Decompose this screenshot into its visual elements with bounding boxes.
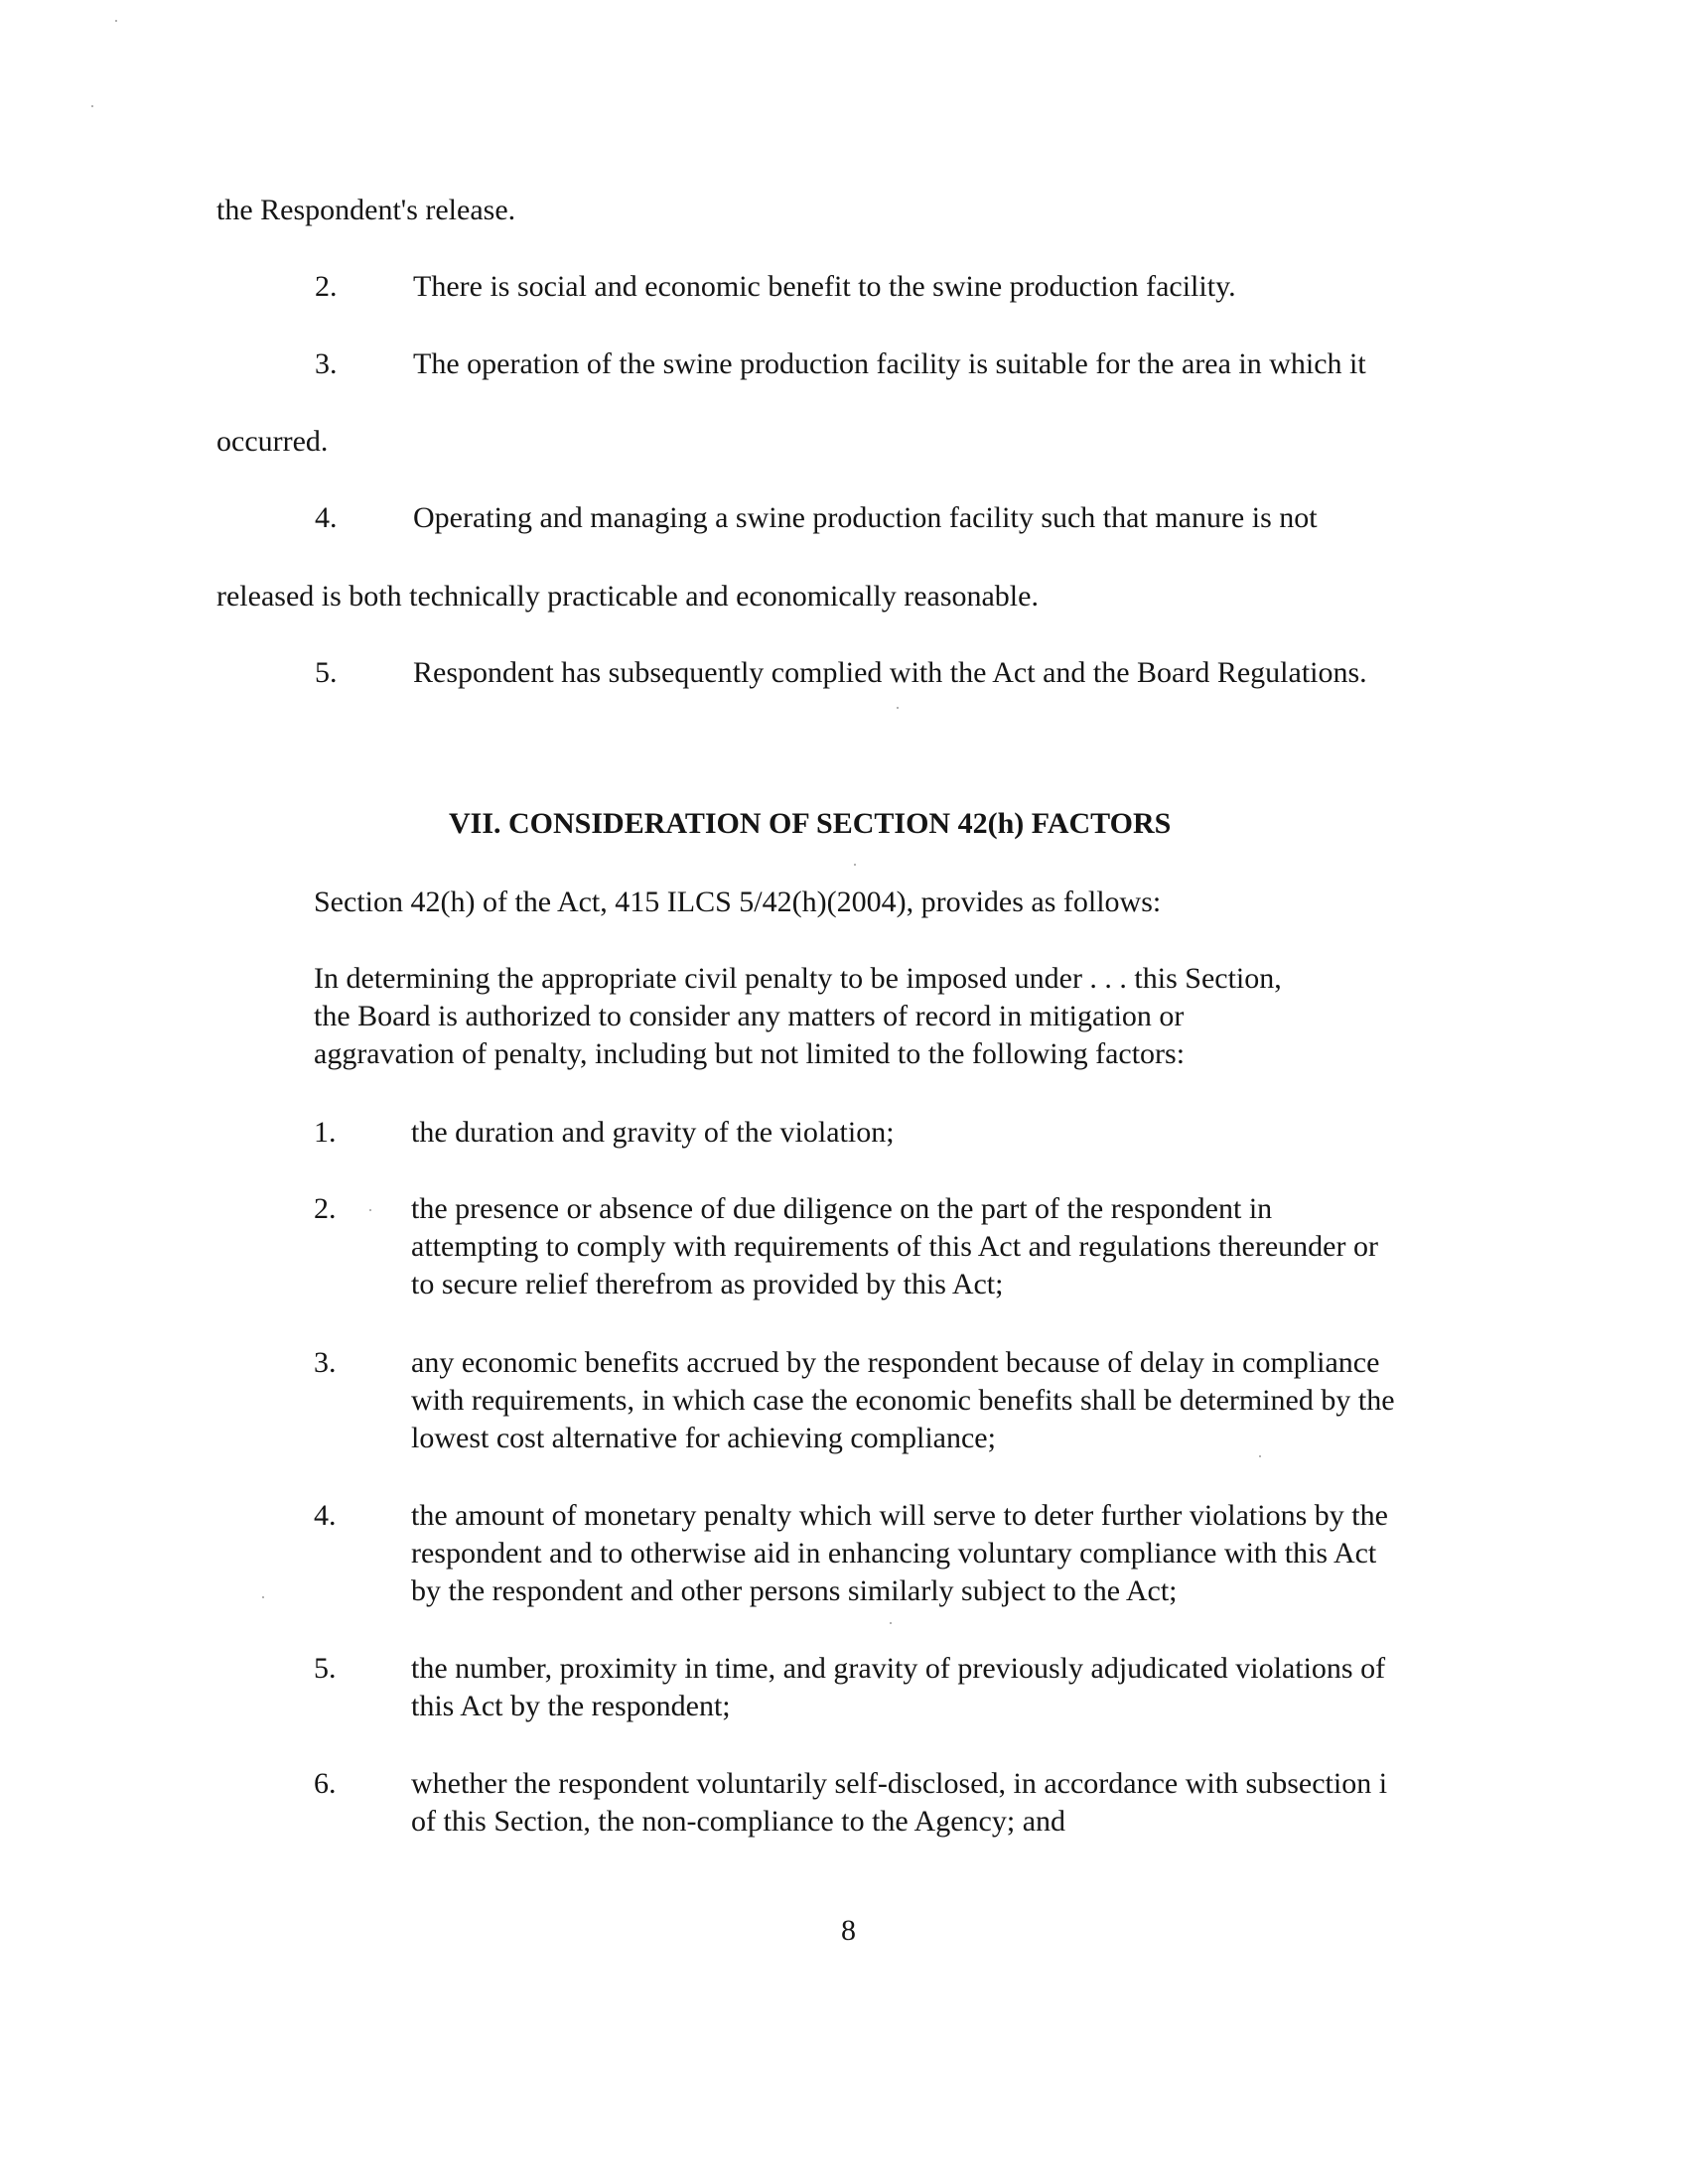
- quote-line: aggravation of penalty, including but not limited to the following factors:: [314, 1037, 1186, 1070]
- factor-line: by the respondent and other persons similarly subject to the Act;: [411, 1574, 1178, 1607]
- factor-line: with requirements, in which case the economic benefits shall be determined by the: [411, 1384, 1395, 1417]
- factor-number: 1.: [314, 1116, 337, 1149]
- factor-text: [411, 1765, 1387, 1841]
- factor-line: any economic benefits accrued by the respondent because of delay in compliance: [411, 1346, 1380, 1379]
- scan-speck: [897, 707, 899, 709]
- factor-number: 2.: [314, 1192, 337, 1225]
- finding-text-line: There is social and economic benefit to the swine production facility.: [413, 270, 1236, 303]
- factor-number: 6.: [314, 1767, 337, 1800]
- finding-number: 5.: [315, 656, 338, 689]
- factor-line: whether the respondent voluntarily self-disclosed, in accordance with subsection i: [411, 1767, 1388, 1800]
- quote-line: In determining the appropriate civil penalty to be imposed under . . . this Section,: [314, 962, 1282, 995]
- page-number: 8: [841, 1914, 856, 1947]
- factor-line: the presence or absence of due diligence on the part of the respondent in: [411, 1192, 1273, 1225]
- factor-number: 5.: [314, 1652, 337, 1685]
- scan-speck: [854, 864, 856, 866]
- finding-text-line: Respondent has subsequently complied with the Act and the Board Regulations.: [413, 656, 1367, 689]
- factor-number: 4.: [314, 1499, 337, 1532]
- section-heading: VII. CONSIDERATION OF SECTION 42(h) FACTORS: [449, 807, 1172, 840]
- factor-line: to secure relief therefrom as provided by this Act;: [411, 1268, 1004, 1300]
- quote-line: the Board is authorized to consider any matters of record in mitigation or: [314, 1000, 1185, 1032]
- factor-line: the number, proximity in time, and gravity of previously adjudicated violations of: [411, 1652, 1386, 1685]
- statute-quote: [314, 960, 1282, 1073]
- scan-speck: [91, 105, 93, 107]
- finding-number: 4.: [315, 501, 338, 534]
- factor-line: the amount of monetary penalty which will serve to deter further violations by the: [411, 1499, 1388, 1532]
- factor-text: [411, 1650, 1385, 1725]
- factor-line: the duration and gravity of the violation;: [411, 1116, 895, 1149]
- scan-speck: [262, 1596, 264, 1598]
- factor-text: [411, 1497, 1388, 1610]
- scan-speck: [890, 1622, 892, 1624]
- factor-line: attempting to comply with requirements of this Act and regulations thereunder or: [411, 1230, 1378, 1263]
- finding-text-line: Operating and managing a swine production facility such that manure is not: [413, 501, 1318, 534]
- factor-text: [411, 1344, 1395, 1457]
- finding-number: 3.: [315, 347, 338, 380]
- factor-line: lowest cost alternative for achieving compliance;: [411, 1422, 996, 1454]
- finding-number: 2.: [315, 270, 338, 303]
- factor-number: 3.: [314, 1346, 337, 1379]
- finding-text-line: The operation of the swine production facility is suitable for the area in which it: [413, 347, 1366, 380]
- factor-line: this Act by the respondent;: [411, 1690, 731, 1722]
- factor-text: [411, 1190, 1378, 1303]
- continuation-line: the Respondent's release.: [216, 194, 516, 226]
- factor-line: respondent and to otherwise aid in enhancing voluntary compliance with this Act: [411, 1537, 1377, 1570]
- finding-text-line: released is both technically practicable and economically reasonable.: [216, 580, 1039, 613]
- section-intro: Section 42(h) of the Act, 415 ILCS 5/42(h)(2004), provides as follows:: [314, 886, 1162, 918]
- factor-line: of this Section, the non-compliance to the Agency; and: [411, 1805, 1066, 1838]
- factor-text: [411, 1114, 895, 1152]
- finding-text-line: occurred.: [216, 425, 329, 458]
- scan-speck: [115, 20, 117, 22]
- scan-speck: [369, 1209, 371, 1211]
